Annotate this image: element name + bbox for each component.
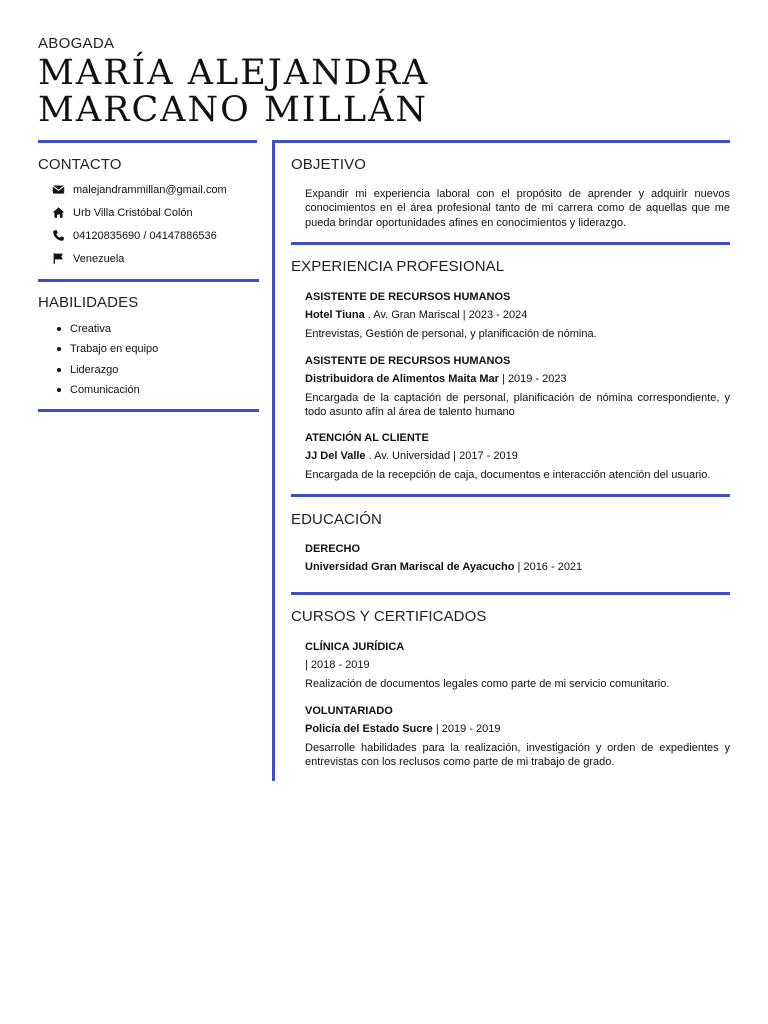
course-org: Policía del Estado Sucre <box>305 723 433 736</box>
contact-email <box>52 183 227 196</box>
experience-employer <box>305 308 730 322</box>
education-org: Universidad Gran Mariscal de Ayacucho <box>305 561 515 574</box>
objective-divider <box>291 242 730 245</box>
experience-org: Hotel Tiuna <box>305 309 365 322</box>
experience-description: Encargada de la captación de personal, planificación de nómina correspondiente, y todo asunto afín al área de talento humano <box>305 391 730 419</box>
contact-phone-text: 04120835690 / 04147886536 <box>73 229 217 242</box>
objective-text: Expandir mi experiencia laboral con el propósito de aprender y adquirir nuevos conocimientos en el área profesional tanto de mi carrera como de aquellas que me pueda brindar oportunidades afines en conocimientos y liderazgo. <box>305 188 730 229</box>
course-name: CLÍNICA JURÍDICA <box>305 641 405 653</box>
skills-divider <box>38 409 259 412</box>
contact-divider <box>38 279 259 282</box>
course-provider <box>305 658 730 672</box>
contact-section-title: CONTACTO <box>38 156 122 173</box>
home-icon <box>52 206 65 219</box>
experience-entry <box>305 431 730 482</box>
course-details: | 2018 - 2019 <box>305 659 370 672</box>
full-name <box>38 55 429 129</box>
skill-item: Liderazgo <box>38 360 158 380</box>
experience-entry <box>305 290 730 341</box>
education-degree: DERECHO <box>305 543 361 555</box>
experience-role: ASISTENTE DE RECURSOS HUMANOS <box>305 291 511 303</box>
education-details: | 2016 - 2021 <box>514 561 583 574</box>
experience-employer <box>305 372 730 386</box>
course-entry <box>305 640 730 691</box>
contact-address-text: Urb Villa Cristóbal Colón <box>73 206 193 219</box>
experience-details: . Av. Universidad | 2017 - 2019 <box>365 450 518 463</box>
experience-details: | 2019 - 2023 <box>498 373 567 386</box>
courses-section-title: CURSOS Y CERTIFICADOS <box>291 608 487 625</box>
course-details: | 2019 - 2019 <box>432 723 501 736</box>
education-entry <box>305 542 730 575</box>
contact-address <box>52 206 193 219</box>
course-provider <box>305 722 730 736</box>
experience-section-title: EXPERIENCIA PROFESIONAL <box>291 258 505 275</box>
experience-employer <box>305 449 730 463</box>
full-name-line-1: MARÍA ALEJANDRA <box>38 53 430 93</box>
experience-details: . Av. Gran Mariscal | 2023 - 2024 <box>364 309 528 322</box>
skill-item: Creativa <box>38 319 158 339</box>
job-title: ABOGADA <box>38 35 115 52</box>
education-institution <box>305 560 730 574</box>
experience-description: Encargada de la recepción de caja, documentos e interacción atención del usuario. <box>305 468 711 481</box>
skill-item: Comunicación <box>38 380 158 400</box>
experience-description: Entrevistas, Gestión de personal, y planificación de nómina. <box>305 327 597 340</box>
contact-phone <box>52 229 217 242</box>
contact-country-text: Venezuela <box>73 252 125 265</box>
education-divider <box>291 592 730 595</box>
skill-item: Trabajo en equipo <box>38 339 158 359</box>
course-description: Realización de documentos legales como parte de mi servicio comunitario. <box>305 677 670 690</box>
course-description: Desarrolle habilidades para la realización, investigación y orden de expedientes y entrevistas con los reclusos como parte de mi trabajo de grado. <box>305 741 730 769</box>
experience-role: ATENCIÓN AL CLIENTE <box>305 432 429 444</box>
full-name-line-2: MARCANO MILLÁN <box>38 90 429 130</box>
course-entry <box>305 704 730 770</box>
experience-role: ASISTENTE DE RECURSOS HUMANOS <box>305 355 511 367</box>
objective-section-title: OBJETIVO <box>291 156 366 173</box>
experience-divider <box>291 494 730 497</box>
course-name: VOLUNTARIADO <box>305 705 393 717</box>
phone-icon <box>52 229 65 242</box>
experience-entry <box>305 354 730 420</box>
flag-icon <box>52 252 65 265</box>
contact-email-text: malejandrammillan@gmail.com <box>73 183 227 196</box>
skills-list <box>38 319 158 400</box>
education-section-title: EDUCACIÓN <box>291 511 382 528</box>
envelope-icon <box>52 183 65 196</box>
skills-section-title: HABILIDADES <box>38 294 139 311</box>
experience-org: JJ Del Valle <box>305 450 366 463</box>
experience-org: Distribuidora de Alimentos Maita Mar <box>305 373 499 386</box>
header-divider-left <box>38 140 257 143</box>
contact-country <box>52 252 124 265</box>
column-divider <box>272 142 275 781</box>
header-divider-right <box>272 140 730 143</box>
